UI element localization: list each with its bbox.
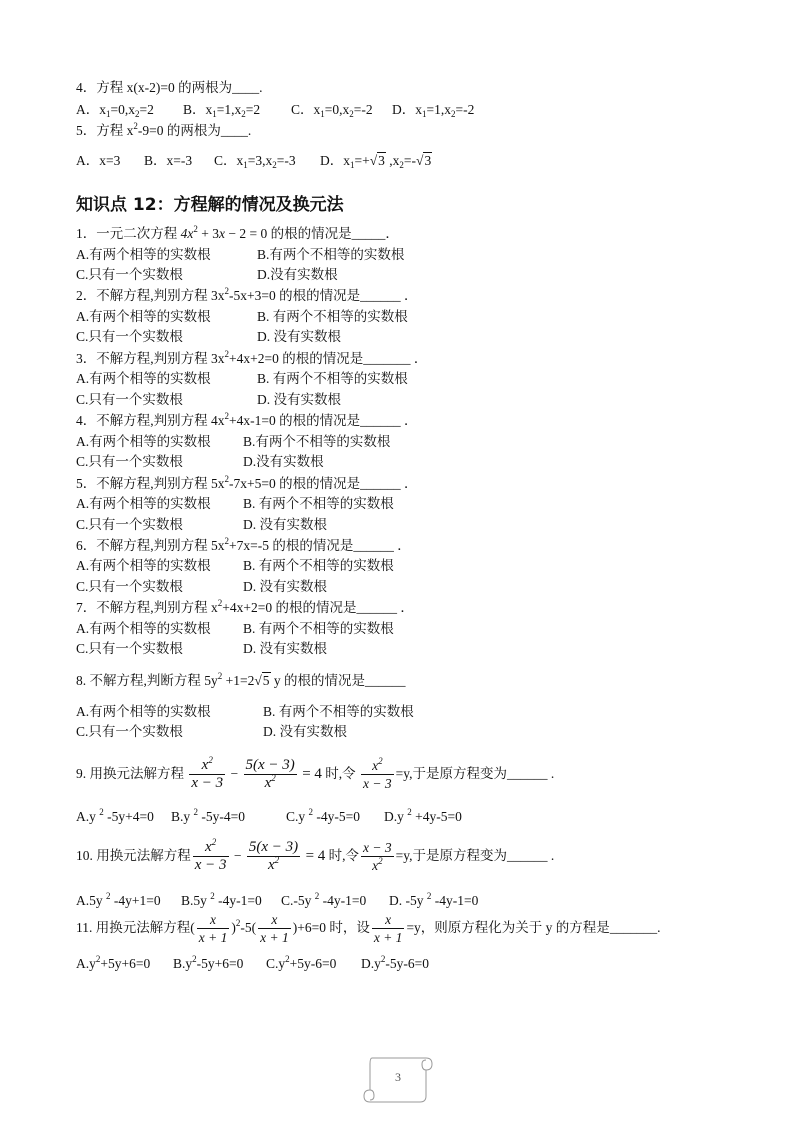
p7-option-b[interactable]: B. 有两个不相等的实数根: [243, 621, 394, 636]
p9-option-a[interactable]: A.y $^2$ -5y+4=0: [76, 807, 154, 824]
p11-fraction-2: $\frac{x}{x + 1}$: [260, 912, 289, 946]
page-number: 3: [395, 1070, 401, 1084]
p8-stem: 8. 不解方程,判断方程 $5y^2 +1=2√5$ y 的根的情况是______: [76, 671, 406, 688]
p5-option-a[interactable]: A.有两个相等的实数根: [76, 496, 211, 511]
p1-option-c[interactable]: C.只有一个实数根: [76, 267, 183, 282]
q5-stem: 5．方程 $x^2-9=0$ 的两根为____.: [76, 121, 252, 138]
p5-option-c[interactable]: C.只有一个实数根: [76, 517, 183, 532]
p3-option-d[interactable]: D. 没有实数根: [257, 392, 341, 407]
p6-stem: 6．不解方程,判别方程 $5x^2+7x=-5$ 的根的情况是______ ．: [76, 536, 411, 553]
p6-option-a[interactable]: A.有两个相等的实数根: [76, 558, 211, 573]
p11-option-a[interactable]: $A.y^2+5y+6=0$: [76, 954, 151, 971]
q4-option-b[interactable]: B．$x_1=1,x_2=2$: [183, 102, 261, 119]
p3-option-c[interactable]: C.只有一个实数根: [76, 392, 183, 407]
p6-option-b[interactable]: B. 有两个不相等的实数根: [243, 558, 394, 573]
p8-option-c[interactable]: C.只有一个实数根: [76, 724, 183, 739]
q4-option-a[interactable]: A．$x_1=0,x_2=2$: [76, 102, 154, 119]
p4-stem: 4．不解方程,判别方程 $4x^2+4x-1=0$ 的根的情况是______ ．: [76, 411, 418, 428]
p7-option-a[interactable]: A.有两个相等的实数根: [76, 621, 211, 636]
p10-stem: 10. 用换元法解方程 $\frac{x^2}{x - 3}$ − $\frac{5(x - 3)}{x^2}$ = 4 时,令 $\frac{x - 3}{x^2}$ =y,于是原方程变为______ .: [76, 837, 555, 874]
p5-option-b[interactable]: B. 有两个不相等的实数根: [243, 496, 394, 511]
p7-blank[interactable]: ______: [356, 600, 397, 615]
p10-option-b[interactable]: B.5y $^2$ -4y-1=0: [181, 891, 262, 908]
section-heading: 知识点 12：方程解的情况及换元法: [76, 195, 344, 215]
p11-option-b[interactable]: $B.y^2-5y+6=0$: [173, 954, 244, 971]
p8-blank[interactable]: ______: [365, 673, 406, 688]
p6-option-d[interactable]: D. 没有实数根: [243, 579, 327, 594]
p11-fraction-1: $\frac{x}{x + 1}$: [198, 912, 228, 946]
p3-blank[interactable]: _______: [363, 351, 411, 366]
p9-fraction-1: $\frac{x^2}{x - 3}$: [191, 755, 224, 792]
p3-option-b[interactable]: B. 有两个不相等的实数根: [257, 371, 408, 386]
p9-fraction-2: $\frac{5(x - 3)}{x^2}$: [245, 757, 295, 792]
p2-option-c[interactable]: C.只有一个实数根: [76, 329, 183, 344]
p3-option-a[interactable]: A.有两个相等的实数根: [76, 371, 211, 386]
p2-option-b[interactable]: B. 有两个不相等的实数根: [257, 309, 408, 324]
p11-stem: 11. 用换元法解方程( $\frac{x}{x + 1}$ )$^2$-5( $\frac{x}{x + 1}$ )+6=0 时，设 $\frac{x}{x + 1}$ =y，则原方程化为关于 y 的方程是_______.: [76, 912, 661, 946]
p11-option-c[interactable]: $C.y^2+5y-6=0$: [266, 954, 337, 971]
p7-option-d[interactable]: D. 没有实数根: [243, 641, 327, 656]
p2-stem: 2．不解方程,判别方程 $3x^2-5x+3=0$ 的根的情况是______ ．: [76, 286, 418, 303]
p4-option-a[interactable]: A.有两个相等的实数根: [76, 434, 211, 449]
p10-option-a[interactable]: A.5y $^2$ -4y+1=0: [76, 891, 161, 908]
p1-stem: 1．一元二次方程 $4x^2 + 3x - 2 = 0$ 的根的情况是_____．: [76, 224, 399, 241]
p10-blank[interactable]: ______: [507, 848, 548, 863]
p5-option-d[interactable]: D. 没有实数根: [243, 517, 327, 532]
p10-fraction-2: $\frac{5(x - 3)}{x^2}$: [248, 839, 299, 874]
p4-option-d[interactable]: D.没有实数根: [243, 454, 324, 469]
page-number-scroll: [362, 1052, 434, 1106]
p8-option-d[interactable]: D. 没有实数根: [263, 724, 347, 739]
p9-stem: 9. 用换元法解方程 $\frac{x^2}{x - 3}$ − $\frac{5(x - 3)}{x^2}$ = 4 时,令 $\frac{x^2}{x - 3}$ =y,于是原方程变为______ .: [76, 755, 555, 792]
p8-option-a[interactable]: A.有两个相等的实数根: [76, 704, 211, 719]
p2-blank[interactable]: ______: [360, 288, 401, 303]
p4-option-c[interactable]: C.只有一个实数根: [76, 454, 183, 469]
p10-option-c[interactable]: C.-5y $^2$ -4y-1=0: [281, 891, 367, 908]
p9-option-c[interactable]: C.y $^2$ -4y-5=0: [286, 807, 360, 824]
p6-option-c[interactable]: C.只有一个实数根: [76, 579, 183, 594]
q4-option-d[interactable]: D．$x_1=1,x_2=-2$: [392, 102, 475, 119]
p10-fraction-1: $\frac{x^2}{x - 3}$: [194, 837, 227, 874]
p5-stem: 5．不解方程,判别方程 $5x^2-7x+5=0$ 的根的情况是______ ．: [76, 474, 418, 491]
q4-option-c[interactable]: C．$x_1=0,x_2=-2$: [291, 102, 373, 119]
p5-blank[interactable]: ______: [360, 476, 401, 491]
p10-option-d[interactable]: D. -5y $^2$ -4y-1=0: [389, 891, 479, 908]
q5-blank[interactable]: ____: [220, 123, 248, 138]
q4-blank[interactable]: ____: [232, 80, 260, 95]
p9-option-d[interactable]: D.y $^2$ +4y-5=0: [384, 807, 462, 824]
p7-stem: 7．不解方程,判别方程 $x^2+4x+2=0$ 的根的情况是______ ．: [76, 598, 414, 615]
p9-option-b[interactable]: B.y $^2$ -5y-4=0: [171, 807, 245, 824]
p11-fraction-3: $\frac{x}{x + 1}$: [373, 912, 403, 946]
p2-option-a[interactable]: A.有两个相等的实数根: [76, 309, 211, 324]
p9-blank[interactable]: ______: [507, 766, 548, 781]
p1-option-d[interactable]: D.没有实数根: [257, 267, 338, 282]
p4-option-b[interactable]: B.有两个不相等的实数根: [243, 434, 391, 449]
p7-option-c[interactable]: C.只有一个实数根: [76, 641, 183, 656]
q5-option-d[interactable]: D．$x_1=+√3$ $,x_2=-√3$: [320, 153, 432, 170]
q5-option-c[interactable]: C．$x_1=3,x_2=-3$: [214, 153, 296, 170]
p8-option-b[interactable]: B. 有两个不相等的实数根: [263, 704, 414, 719]
p6-blank[interactable]: ______: [353, 538, 394, 553]
p2-option-d[interactable]: D. 没有实数根: [257, 329, 341, 344]
p4-blank[interactable]: ______: [360, 413, 401, 428]
p10-fraction-3: $\frac{x - 3}{x^2}$: [363, 840, 392, 874]
p1-option-b[interactable]: B.有两个不相等的实数根: [257, 247, 405, 262]
p11-blank[interactable]: _______: [609, 920, 658, 935]
p11-option-d[interactable]: $D.y^2-5y-6=0$: [361, 954, 429, 971]
p1-blank[interactable]: _____: [351, 226, 386, 241]
q4-stem: 4．方程 x(x-2)=0 的两根为____.: [76, 80, 263, 95]
p9-fraction-3: $\frac{x^2}{x - 3}$: [363, 756, 392, 792]
q5-option-a[interactable]: A．x=3: [76, 153, 121, 168]
p3-stem: 3．不解方程,判别方程 $3x^2+4x+2=0$ 的根的情况是_______ ．: [76, 349, 428, 366]
p1-option-a[interactable]: A.有两个相等的实数根: [76, 247, 211, 262]
q5-option-b[interactable]: B．x=-3: [144, 153, 193, 168]
